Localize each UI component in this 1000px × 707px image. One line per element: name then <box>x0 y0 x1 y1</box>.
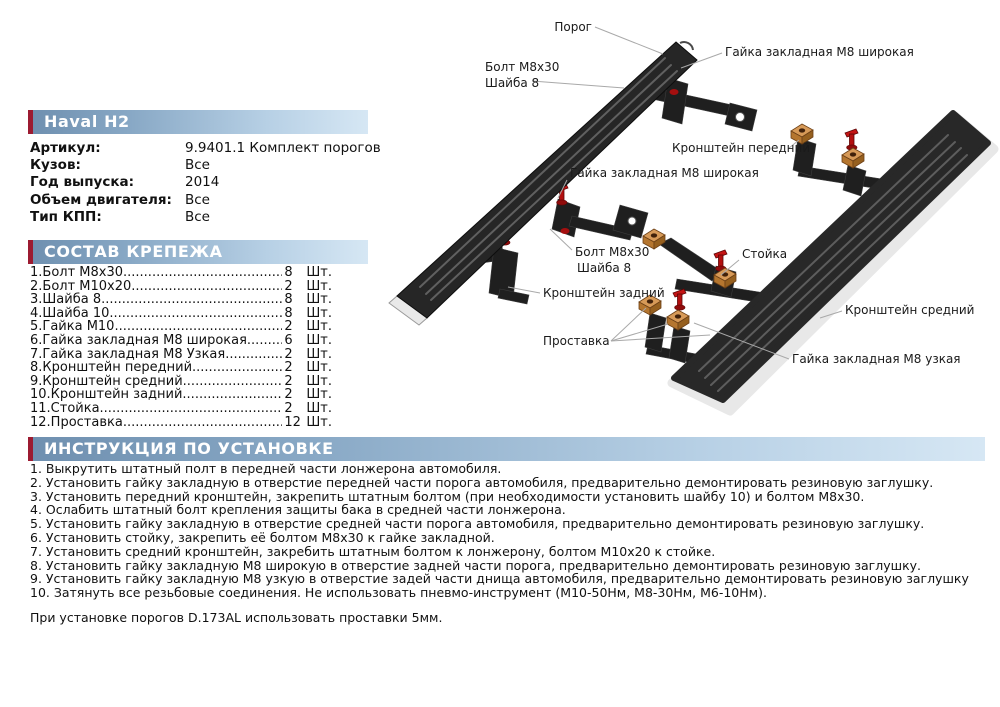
callout-prostavka: Проставка <box>543 334 610 348</box>
fastener-name: 9.Кронштейн средний <box>30 373 183 389</box>
fastener-row <box>30 307 332 321</box>
fastener-unit: Шт. <box>306 373 332 389</box>
dot-leader <box>109 307 282 321</box>
dot-leader <box>123 416 283 430</box>
fastener-qty: 8 <box>284 305 293 321</box>
callout-shaiba-2: Шайба 8 <box>577 261 632 275</box>
spec-label: Тип КПП: <box>30 208 102 225</box>
dot-leader <box>182 388 282 402</box>
fastener-name: 2.Болт М10х20 <box>30 278 132 294</box>
fastener-name: 10.Кронштейн задний <box>30 387 183 403</box>
fastener-unit: Шт. <box>306 387 332 403</box>
spec-value: 2014 <box>185 174 220 191</box>
fastener-unit: Шт. <box>306 305 332 321</box>
dot-leader <box>131 280 282 294</box>
dot-leader <box>183 375 283 389</box>
callout-gaika-wide-2: Гайка закладная М8 широкая <box>570 166 759 180</box>
instructions-header <box>28 437 985 461</box>
fastener-row <box>30 388 332 402</box>
fastener-row <box>30 361 332 375</box>
instruction-step: 7. Установить средний кронштейн, закребить штатным болтом к лонжерону, болтом М10х20 к стойке. <box>30 543 716 559</box>
leader-bolt-1 <box>532 81 624 88</box>
fastener-name: 1.Болт М8х30 <box>30 265 124 280</box>
callout-stoika: Стойка <box>742 247 788 261</box>
fastener-unit: Шт. <box>306 265 332 280</box>
instruction-step: 10. Затянуть все резьбовые соединения. Не использовать пневмо-инструмент (М10-50Нм, М8-30Нм, М6-10Нм). <box>30 585 767 601</box>
fastener-unit: Шт. <box>306 319 332 335</box>
dot-leader <box>247 334 282 348</box>
fastener-qty: 12 <box>284 414 301 430</box>
instructions-title: ИНСТРУКЦИЯ ПО УСТАНОВКЕ <box>44 439 334 458</box>
fastener-row <box>30 320 332 334</box>
instruction-step: 8. Установить гайку закладную М8 широкую в отверстие задней части порога, предварительно демонтировать резиновую заглушку. <box>30 557 921 573</box>
instruction-step: 4. Ослабить штатный болт крепления защиты бака в средней части лонжерона. <box>30 502 566 518</box>
fastener-name: 3.Шайба 8 <box>30 292 102 308</box>
fastener-qty: 8 <box>284 265 293 280</box>
running-board-left <box>389 42 697 325</box>
footnote: При установке порогов D.173AL использовать проставки 5мм. <box>30 610 443 625</box>
fastener-unit: Шт. <box>306 414 332 430</box>
model-title: Haval H2 <box>44 112 130 131</box>
instruction-step: 1. Выкрутить штатный полт в передней части лонжерона автомобиля. <box>30 461 502 476</box>
dot-leader <box>114 320 282 334</box>
spec-value: Все <box>185 157 210 174</box>
spec-row-transmission <box>30 209 390 226</box>
fastener-name: 6.Гайка закладная М8 широкая <box>30 332 247 348</box>
fastener-qty: 6 <box>284 332 293 348</box>
fastener-row <box>30 402 332 416</box>
middle-bracket-left <box>552 184 648 240</box>
fastener-row <box>30 416 332 430</box>
model-header <box>28 110 368 134</box>
fastener-name: 12.Проставка <box>30 414 123 430</box>
dot-leader <box>192 361 282 375</box>
fastener-qty: 2 <box>284 360 293 376</box>
spec-value: Все <box>185 191 210 208</box>
instruction-step: 3. Установить передний кронштейн, закрепить штатным болтом (при необходимости установить шайбу 10) и болтом М8х30. <box>30 488 865 504</box>
fastener-unit: Шт. <box>306 278 332 294</box>
fasteners-title: СОСТАВ КРЕПЕЖА <box>44 242 223 261</box>
instruction-step: 9. Установить гайку закладную М8 узкую в отверстие задей части днища автомобиля, предварительно демонтировать резиновую заглушку <box>30 571 969 587</box>
callout-shaiba-1: Шайба 8 <box>485 76 540 90</box>
fastener-qty: 8 <box>284 292 293 308</box>
fastener-row <box>30 280 332 294</box>
fastener-row <box>30 266 332 280</box>
callout-bolt-2: Болт М8х30 <box>575 245 650 259</box>
spec-label: Артикул: <box>30 140 101 156</box>
spec-label: Год выпуска: <box>30 174 135 191</box>
fastener-unit: Шт. <box>306 346 332 362</box>
dot-leader <box>123 266 282 280</box>
instruction-step: 5. Установить гайку закладную в отверстие средней части порога автомобиля, предварительно демонтировать резиновую заглушку. <box>30 516 925 532</box>
fastener-qty: 2 <box>284 400 293 416</box>
fastener-name: 4.Шайба 10 <box>30 305 110 321</box>
product-diagram <box>380 0 1000 460</box>
spec-value: 9.9401.1 Комплект порогов <box>185 140 381 156</box>
fastener-list <box>30 266 332 429</box>
fastener-name: 11.Стойка <box>30 400 100 416</box>
fastener-unit: Шт. <box>306 332 332 348</box>
fastener-row <box>30 348 332 362</box>
fastener-name: 8.Кронштейн передний <box>30 360 193 376</box>
fastener-qty: 2 <box>284 346 293 362</box>
spec-label: Кузов: <box>30 157 81 174</box>
fastener-unit: Шт. <box>306 292 332 308</box>
spec-row-engine <box>30 192 390 209</box>
dot-leader <box>101 293 282 307</box>
fastener-qty: 2 <box>284 319 293 335</box>
fastener-row <box>30 375 332 389</box>
callout-gaika-uzkaya: Гайка закладная М8 узкая <box>792 352 961 366</box>
fastener-unit: Шт. <box>306 360 332 376</box>
spec-label: Объем двигателя: <box>30 191 172 208</box>
callout-gaika-wide-1: Гайка закладная М8 широкая <box>725 45 914 59</box>
callout-kronshtein-sredniy: Кронштейн средний <box>845 303 975 317</box>
specs-table <box>30 140 390 226</box>
dot-leader <box>225 348 282 362</box>
fastener-qty: 2 <box>284 387 293 403</box>
fastener-qty: 2 <box>284 373 293 389</box>
fastener-row <box>30 293 332 307</box>
leader-porog <box>595 27 663 54</box>
spec-value: Все <box>185 208 210 225</box>
fasteners-header <box>28 240 368 264</box>
fastener-qty: 2 <box>284 278 293 294</box>
spec-row-article <box>30 140 390 157</box>
fastener-name: 7.Гайка закладная М8 Узкая <box>30 346 226 362</box>
instruction-steps <box>30 462 995 600</box>
dot-leader <box>100 402 283 416</box>
fastener-row <box>30 334 332 348</box>
spec-row-year <box>30 174 390 191</box>
instruction-step: 6. Установить стойку, закрепить её болтом М8х30 к гайке закладной. <box>30 529 495 545</box>
fastener-name: 5.Гайка М10 <box>30 319 115 335</box>
spec-row-body <box>30 157 390 174</box>
callout-kronshtein-zadniy: Кронштейн задний <box>543 286 665 300</box>
fastener-unit: Шт. <box>306 400 332 416</box>
instruction-step: 2. Установить гайку закладную в отверстие передней части порога автомобиля, предварительно демонтировать резиновую заглушку. <box>30 474 934 490</box>
callout-bolt-1: Болт М8х30 <box>485 60 560 74</box>
callout-porog: Порог <box>554 20 592 34</box>
callout-kronshtein-peredniy: Кронштейн передний <box>672 141 811 155</box>
